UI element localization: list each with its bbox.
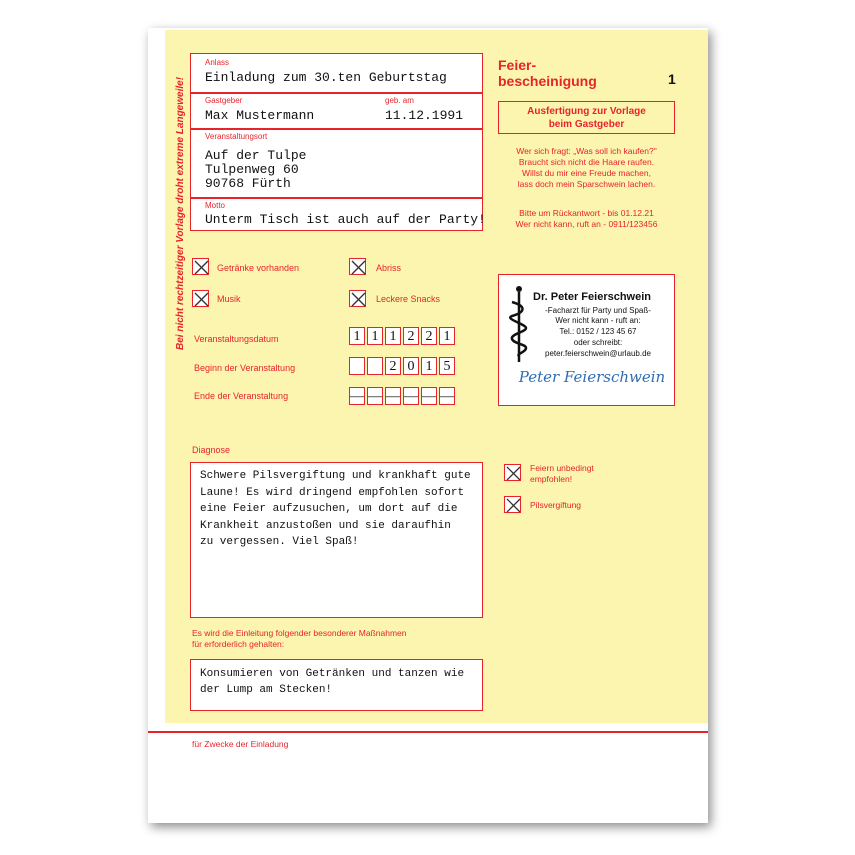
ort-line1[interactable]: Auf der Tulpe <box>205 148 307 163</box>
caduceus-icon <box>506 284 532 364</box>
checkbox-feiern-label1: Feiern unbedingt <box>530 463 594 473</box>
geb-am-value[interactable]: 11.12.1991 <box>385 108 464 123</box>
digit-box <box>367 357 383 375</box>
digit-box: 1 <box>367 327 383 345</box>
footer-text: für Zwecke der Einladung <box>192 739 289 749</box>
beginn-label: Beginn der Veranstaltung <box>194 363 296 373</box>
ort-label: Veranstaltungsort <box>205 132 268 141</box>
datum-label: Veranstaltungsdatum <box>194 334 279 344</box>
cross-icon <box>350 259 367 276</box>
checkbox-musik[interactable] <box>192 290 209 307</box>
title-line1: Feier- <box>498 57 537 73</box>
rsvp-line2: Wer nicht kann, ruft an - 0911/123456 <box>515 219 658 229</box>
checkbox-getraenke-label: Getränke vorhanden <box>217 263 300 273</box>
massnahmen-line1: Konsumieren von Getränken und tanzen wie <box>200 668 465 680</box>
ende-label: Ende der Veranstaltung <box>194 391 289 401</box>
doctor-signature: Peter Feierschwein <box>518 368 666 386</box>
title-line2: bescheinigung <box>498 73 597 89</box>
digit-box: 1 <box>349 327 365 345</box>
form-number: 1 <box>668 71 676 87</box>
massnahmen-label1: Es wird die Einleitung folgender besonderer Maßnahmen <box>192 628 407 638</box>
checkbox-pils[interactable] <box>504 496 521 513</box>
digit-box: — <box>422 389 436 404</box>
rsvp-line1: Bitte um Rückantwort - bis 01.12.21 <box>519 208 654 218</box>
motto-label: Motto <box>205 201 226 210</box>
diagnose-line4: Krankheit anzustoßen und sie daraufhin <box>200 520 451 532</box>
footer-line <box>148 731 708 733</box>
checkbox-pils-label: Pilsvergiftung <box>530 500 582 510</box>
gastgeber-label: Gastgeber <box>205 96 243 105</box>
doctor-line1: -Facharzt für Party und Spaß- <box>545 306 651 315</box>
ort-line2[interactable]: Tulpenweg 60 <box>205 162 299 177</box>
digit-box: — <box>404 389 418 404</box>
massnahmen-label2: für erforderlich gehalten: <box>192 639 285 649</box>
digit-box: 5 <box>439 357 455 375</box>
poem-line1: Wer sich fragt: „Was soll ich kaufen?" <box>516 146 657 156</box>
checkbox-abriss-label: Abriss <box>376 263 402 273</box>
checkbox-snacks-label: Leckere Snacks <box>376 294 441 304</box>
diagnose-line1: Schwere Pilsvergiftung und krankhaft gute <box>200 470 471 482</box>
anlass-label: Anlass <box>205 58 230 67</box>
digit-box: — <box>350 389 364 404</box>
digit-box: — <box>386 389 400 404</box>
digit-box: 2 <box>403 327 419 345</box>
copy-box-line2: beim Gastgeber <box>548 119 625 130</box>
side-warning-text: Bei nicht rechtzeitiger Vorlage droht extreme Langeweile! <box>175 76 186 350</box>
digit-box: — <box>368 389 382 404</box>
diagnose-line2: Laune! Es wird dringend empfohlen sofort <box>200 487 465 499</box>
digit-box <box>349 357 365 375</box>
massnahmen-line2: der Lump am Stecken! <box>200 684 333 696</box>
cross-icon <box>193 291 210 308</box>
copy-box-line1: Ausfertigung zur Vorlage <box>527 106 646 117</box>
checkbox-getraenke[interactable] <box>192 258 209 275</box>
doctor-email: peter.feierschwein@urlaub.de <box>545 349 651 358</box>
digit-box: 2 <box>385 357 401 375</box>
checkbox-musik-label: Musik <box>217 294 241 304</box>
digit-box: 1 <box>421 357 437 375</box>
checkbox-abriss[interactable] <box>349 258 366 275</box>
digit-box: — <box>440 389 454 404</box>
geb-am-label: geb. am <box>385 96 414 105</box>
doctor-line4: oder schreibt: <box>573 338 623 347</box>
doctor-line3: Tel.: 0152 / 123 45 67 <box>559 327 637 336</box>
cross-icon <box>505 497 522 514</box>
digit-box: 2 <box>421 327 437 345</box>
cross-icon <box>350 291 367 308</box>
checkbox-feiern-label2: empfohlen! <box>530 474 573 484</box>
checkbox-snacks[interactable] <box>349 290 366 307</box>
cross-icon <box>193 259 210 276</box>
poem-line4: lass doch mein Sparschwein lachen. <box>517 179 656 189</box>
datum-digits[interactable] <box>349 327 457 345</box>
digit-box: 0 <box>403 357 419 375</box>
digit-box: 1 <box>439 327 455 345</box>
poem-line3: Willst du mir eine Freude machen, <box>522 168 651 178</box>
diagnose-line5: zu vergessen. Viel Spaß! <box>200 536 359 548</box>
poem-line2: Braucht sich nicht die Haare raufen. <box>518 157 655 167</box>
checkbox-feiern[interactable] <box>504 464 521 481</box>
ort-line3[interactable]: 90768 Fürth <box>205 176 291 191</box>
digit-box: 1 <box>385 327 401 345</box>
gastgeber-value[interactable]: Max Mustermann <box>205 108 315 123</box>
doctor-name: Dr. Peter Feierschwein <box>533 291 651 303</box>
diagnose-line3: eine Feier aufzusuchen, um dort auf die <box>200 503 458 515</box>
beginn-digits[interactable] <box>349 357 457 375</box>
anlass-value[interactable]: Einladung zum 30.ten Geburtstag <box>205 70 447 85</box>
diagnose-label: Diagnose <box>192 445 231 455</box>
cross-icon <box>505 465 522 482</box>
ende-digits[interactable] <box>349 387 457 405</box>
doctor-line2: Wer nicht kann - ruft an: <box>555 316 641 325</box>
motto-value[interactable]: Unterm Tisch ist auch auf der Party! <box>205 212 486 227</box>
